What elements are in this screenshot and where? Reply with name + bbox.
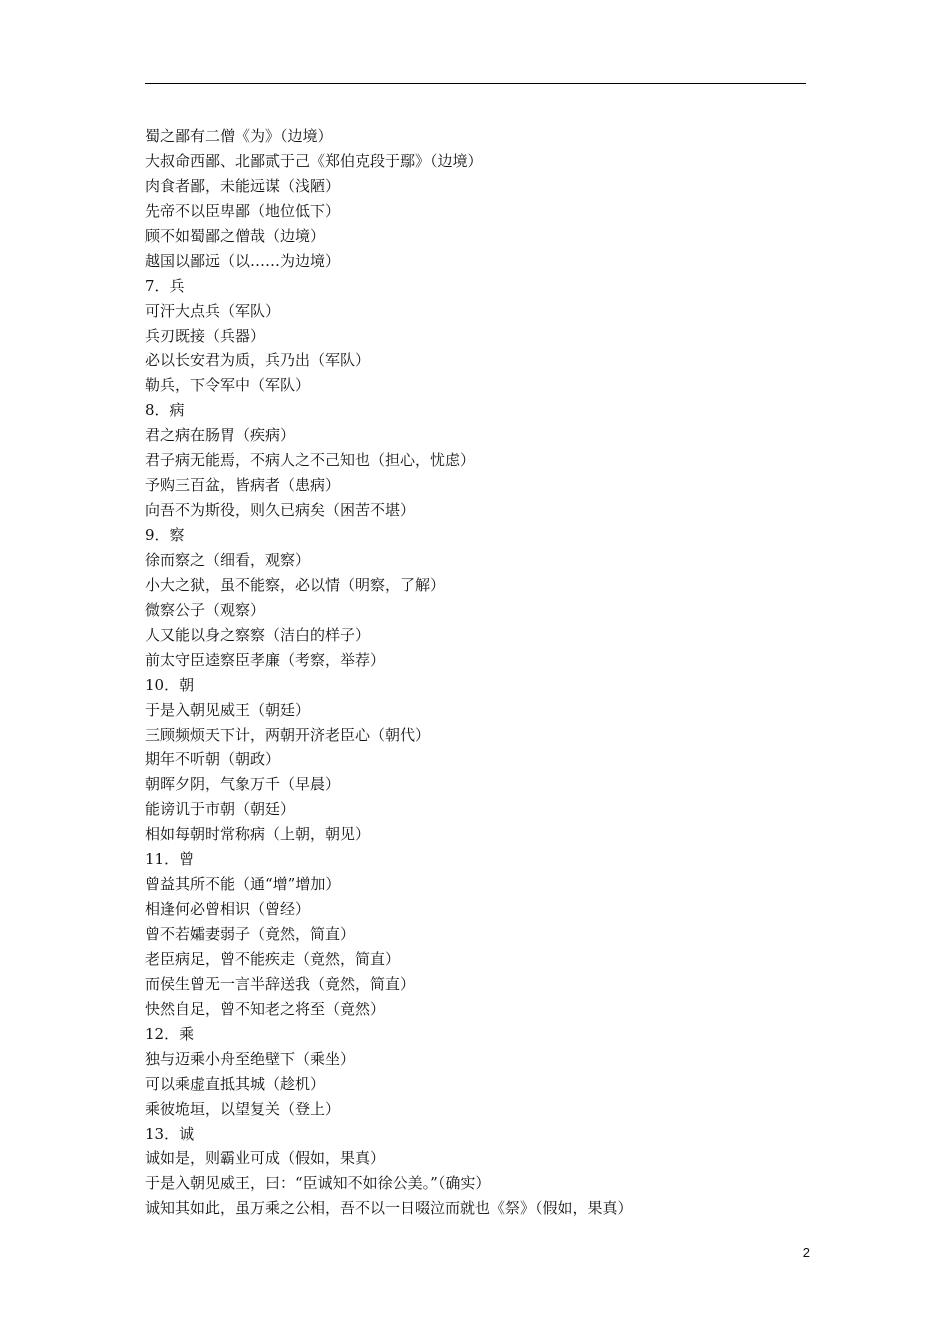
text-line: 能谤讥于市朝（朝廷） [145, 800, 296, 819]
text-line: 大叔命西鄙、北鄙贰于己《郑伯克段于鄢》（边境） [145, 151, 483, 170]
text-line: 小大之狱，虽不能察，必以情（明察，了解） [145, 575, 446, 594]
text-line: 兵刃既接（兵器） [145, 326, 266, 345]
text-line: 乘彼垝垣，以望复关（登上） [145, 1099, 341, 1118]
text-line: 微察公子（观察） [145, 600, 266, 619]
text-line: 诚如是，则霸业可成（假如，果真） [145, 1149, 386, 1168]
text-line: 肉食者鄙，未能远谋（浅陋） [145, 176, 341, 195]
header-rule [145, 83, 806, 84]
text-line: 君子病无能焉，不病人之不己知也（担心，忧虑） [145, 451, 476, 470]
text-line: 朝晖夕阴，气象万千（早晨） [145, 775, 341, 794]
text-line: 诚知其如此，虽万乘之公相，吾不以一日啜泣而就也《祭》（假如，果真） [145, 1199, 633, 1218]
text-line: 曾益其所不能（通“增”增加） [145, 875, 341, 894]
text-line: 于是入朝见威王，曰：“臣诚知不如徐公美。”（确实） [145, 1174, 491, 1193]
text-line: 于是入朝见威王（朝廷） [145, 700, 311, 719]
text-line: 徐而察之（细看，观察） [145, 550, 311, 569]
text-line: 相逢何必曾相识（曾经） [145, 900, 311, 919]
text-line: 先帝不以臣卑鄙（地位低下） [145, 201, 341, 220]
text-line: 顾不如蜀鄙之僧哉（边境） [145, 226, 326, 245]
text-line: 快然自足，曾不知老之将至（竟然） [145, 999, 386, 1018]
page-number: 2 [802, 1245, 810, 1260]
text-line: 君之病在肠胃（疾病） [145, 426, 296, 445]
text-line: 10．朝 [145, 675, 195, 694]
text-line: 7．兵 [145, 276, 185, 295]
text-line: 人又能以身之察察（洁白的样子） [145, 625, 371, 644]
text-line: 予购三百盆，皆病者（患病） [145, 476, 341, 495]
vocabulary-list [145, 124, 825, 1221]
text-line: 而侯生曾无一言半辞送我（竟然，简直） [145, 974, 416, 993]
text-line: 老臣病足，曾不能疾走（竟然，简直） [145, 949, 401, 968]
text-line: 期年不听朝（朝政） [145, 750, 281, 769]
text-line: 9．察 [145, 526, 185, 544]
text-line: 蜀之鄙有二僧《为》（边境） [145, 127, 333, 145]
text-line: 向吾不为斯役，则久已病矣（困苦不堪） [145, 501, 416, 520]
text-line: 可汗大点兵（军队） [145, 301, 281, 320]
text-line: 前太守臣逵察臣孝廉（考察，举荐） [145, 650, 386, 669]
text-line: 三顾频烦天下计，两朝开济老臣心（朝代） [145, 725, 431, 744]
text-line: 可以乘虚直抵其城（趁机） [145, 1074, 326, 1093]
text-line: 勒兵，下令军中（军队） [145, 376, 311, 395]
text-line: 13．诚 [145, 1124, 195, 1143]
text-line: 必以长安君为质，兵乃出（军队） [145, 351, 371, 370]
text-line: 独与迈乘小舟至绝壁下（乘坐） [145, 1049, 356, 1068]
text-line: 曾不若孀妻弱子（竟然，简直） [145, 925, 356, 943]
text-line: 相如每朝时常称病（上朝，朝见） [145, 825, 371, 844]
text-line: 12．乘 [145, 1024, 195, 1043]
text-line: 越国以鄙远（以……为边境） [145, 251, 341, 270]
text-line: 8．病 [145, 401, 185, 420]
text-line: 11．曾 [145, 850, 195, 869]
